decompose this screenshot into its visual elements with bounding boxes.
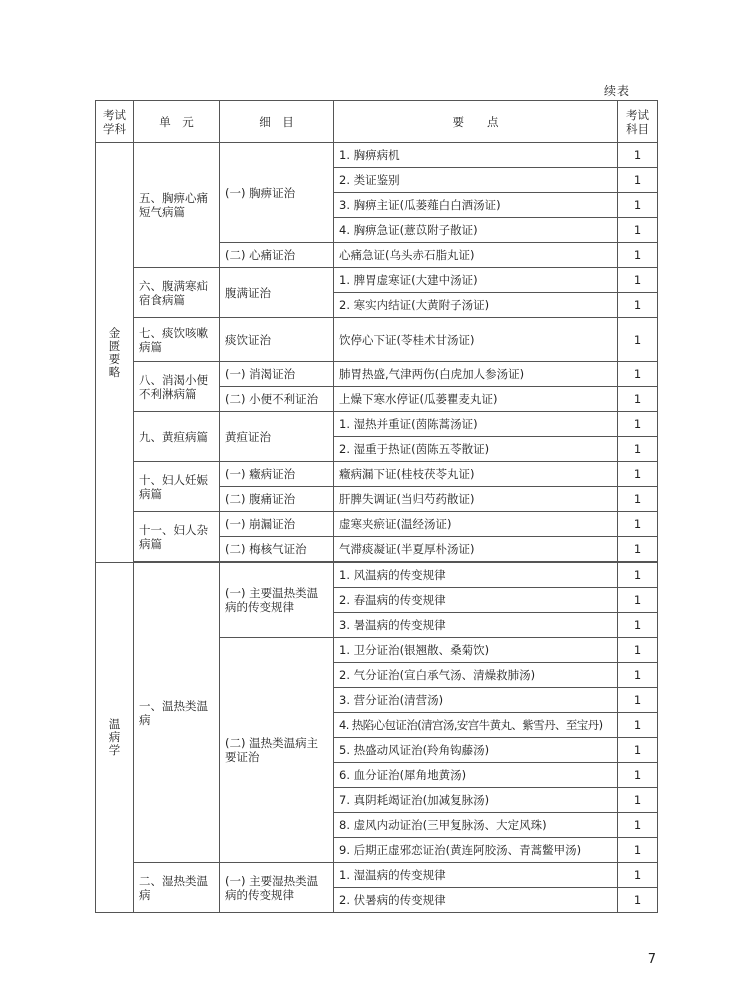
point-cell: 2. 春温病的传变规律 [334, 588, 618, 613]
exam-cell: 1 [618, 512, 658, 537]
point-cell: 肝脾失调证(当归芍药散证) [334, 487, 618, 512]
table-row [96, 462, 658, 487]
exam-cell: 1 [618, 487, 658, 512]
point-cell: 心痛急证(乌头赤石脂丸证) [334, 243, 618, 268]
item-cell: (一) 主要湿热类温病的传变规律 [220, 863, 334, 913]
exam-cell: 1 [618, 888, 658, 913]
exam-cell: 1 [618, 813, 658, 838]
header-item: 细 目 [220, 101, 334, 143]
point-cell: 8. 虚风内动证治(三甲复脉汤、大定风珠) [334, 813, 618, 838]
point-cell: 4. 胸痹急证(薏苡附子散证) [334, 218, 618, 243]
exam-cell: 1 [618, 243, 658, 268]
point-cell: 5. 热盛动风证治(羚角钩藤汤) [334, 738, 618, 763]
item-cell: (二) 温热类温病主要证治 [220, 638, 334, 863]
point-cell: 2. 寒实内结证(大黄附子汤证) [334, 293, 618, 318]
exam-cell: 1 [618, 663, 658, 688]
exam-cell: 1 [618, 613, 658, 638]
header-points: 要 点 [334, 101, 618, 143]
exam-cell: 1 [618, 738, 658, 763]
subject-cell [96, 143, 134, 563]
point-cell: 肺胃热盛,气津两伤(白虎加人参汤证) [334, 362, 618, 387]
page-number: 7 [647, 952, 656, 967]
item-cell: (一) 崩漏证治 [220, 512, 334, 537]
point-cell: 虚寒夹瘀证(温经汤证) [334, 512, 618, 537]
unit-cell: 六、腹满寒疝宿食病篇 [134, 268, 220, 318]
table-row [96, 362, 658, 387]
table-row [96, 143, 658, 168]
item-cell: 腹满证治 [220, 268, 334, 318]
point-cell: 4. 热陷心包证治(清宫汤,安宫牛黄丸、紫雪丹、至宝丹) [334, 713, 618, 738]
unit-cell: 五、胸痹心痛短气病篇 [134, 143, 220, 268]
item-cell: (一) 癥病证治 [220, 462, 334, 487]
header-subject: 考试学科 [96, 101, 134, 143]
table-row [96, 412, 658, 437]
exam-cell: 1 [618, 688, 658, 713]
item-cell: (一) 主要温热类温病的传变规律 [220, 563, 334, 638]
header-unit: 单 元 [134, 101, 220, 143]
exam-cell: 1 [618, 788, 658, 813]
point-cell: 2. 类证鉴别 [334, 168, 618, 193]
exam-cell: 1 [618, 638, 658, 663]
point-cell: 1. 风温病的传变规律 [334, 563, 618, 588]
exam-cell: 1 [618, 412, 658, 437]
exam-cell: 1 [618, 462, 658, 487]
point-cell: 气滞痰凝证(半夏厚朴汤证) [334, 537, 618, 562]
point-cell: 7. 真阴耗竭证治(加减复脉汤) [334, 788, 618, 813]
header-exam-subject: 考试科目 [618, 101, 658, 143]
table-row [96, 512, 658, 537]
subject-cell [96, 563, 134, 913]
point-cell: 9. 后期正虚邪恋证治(黄连阿胶汤、青蒿鳖甲汤) [334, 838, 618, 863]
unit-cell: 九、黄疸病篇 [134, 412, 220, 462]
table-header-row [96, 101, 658, 143]
exam-cell: 1 [618, 863, 658, 888]
item-cell: (一) 消渴证治 [220, 362, 334, 387]
point-cell: 2. 湿重于热证(茵陈五苓散证) [334, 437, 618, 462]
subject-jingui: 金匮要略 [108, 325, 121, 379]
exam-cell: 1 [618, 713, 658, 738]
exam-cell: 1 [618, 838, 658, 863]
point-cell: 3. 暑温病的传变规律 [334, 613, 618, 638]
item-cell: 痰饮证治 [220, 318, 334, 362]
point-cell: 1. 卫分证治(银翘散、桑菊饮) [334, 638, 618, 663]
table-row [96, 318, 658, 362]
item-cell: (一) 胸痹证治 [220, 143, 334, 243]
exam-cell: 1 [618, 563, 658, 588]
item-cell: (二) 梅核气证治 [220, 537, 334, 562]
exam-cell: 1 [618, 143, 658, 168]
unit-cell: 一、温热类温病 [134, 563, 220, 863]
point-cell: 6. 血分证治(犀角地黄汤) [334, 763, 618, 788]
point-cell: 3. 胸痹主证(瓜蒌薤白白酒汤证) [334, 193, 618, 218]
exam-cell: 1 [618, 218, 658, 243]
unit-cell: 八、消渴小便不利淋病篇 [134, 362, 220, 412]
unit-cell: 二、湿热类温病 [134, 863, 220, 913]
table-row [96, 268, 658, 293]
subject-wenbing: 温病学 [108, 717, 121, 757]
point-cell: 上燥下寒水停证(瓜蒌瞿麦丸证) [334, 387, 618, 412]
point-cell: 1. 脾胃虚寒证(大建中汤证) [334, 268, 618, 293]
point-cell: 3. 营分证治(清营汤) [334, 688, 618, 713]
point-cell: 1. 胸痹病机 [334, 143, 618, 168]
continued-label: 续表 [603, 84, 630, 98]
exam-cell: 1 [618, 168, 658, 193]
point-cell: 2. 伏暑病的传变规律 [334, 888, 618, 913]
exam-cell: 1 [618, 437, 658, 462]
point-cell: 1. 湿热并重证(茵陈蒿汤证) [334, 412, 618, 437]
exam-cell: 1 [618, 387, 658, 412]
exam-cell: 1 [618, 268, 658, 293]
point-cell: 2. 气分证治(宣白承气汤、清燥救肺汤) [334, 663, 618, 688]
exam-cell: 1 [618, 588, 658, 613]
table-row [96, 563, 658, 588]
unit-cell: 十一、妇人杂病篇 [134, 512, 220, 562]
table-row [96, 863, 658, 888]
unit-cell: 七、痰饮咳嗽病篇 [134, 318, 220, 362]
item-cell: (二) 心痛证治 [220, 243, 334, 268]
item-cell: (二) 小便不利证治 [220, 387, 334, 412]
item-cell: 黄疸证治 [220, 412, 334, 462]
point-cell: 癥病漏下证(桂枝茯苓丸证) [334, 462, 618, 487]
point-cell: 1. 湿温病的传变规律 [334, 863, 618, 888]
point-cell: 饮停心下证(苓桂术甘汤证) [334, 318, 618, 362]
syllabus-table [95, 100, 658, 913]
exam-cell: 1 [618, 293, 658, 318]
exam-cell: 1 [618, 193, 658, 218]
exam-cell: 1 [618, 763, 658, 788]
unit-cell: 十、妇人妊娠病篇 [134, 462, 220, 512]
exam-cell: 1 [618, 318, 658, 362]
item-cell: (二) 腹痛证治 [220, 487, 334, 512]
exam-cell: 1 [618, 362, 658, 387]
exam-cell: 1 [618, 537, 658, 562]
